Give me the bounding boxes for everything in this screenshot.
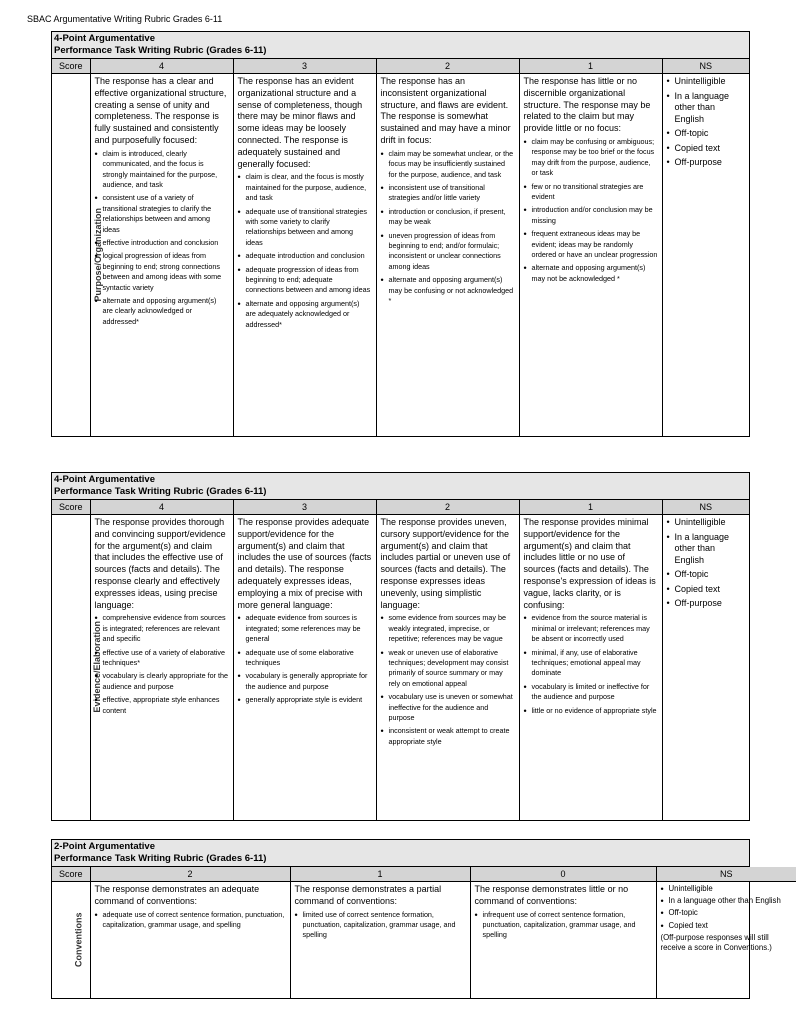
bullet-item: • adequate use of transitional strategies with some variety to clarify relationships between and among ideas: [238, 207, 372, 249]
bullet-item: • adequate use of correct sentence formation, punctuation, capitalization, grammar usage, and spelling: [95, 910, 286, 931]
bullet-item: • claim is introduced, clearly communicated, and the focus is strongly maintained for the purpose, audience, and task: [95, 149, 229, 191]
score-cell: [90, 74, 233, 436]
cell-intro: The response provides uneven, cursory support/evidence for the argument(s) and claim that includes partial or uneven use of sources (facts and details). The response expresses ideas unevenly, using simplistic language:: [380, 517, 511, 610]
bullet-list: [238, 172, 372, 330]
ns-item: • Off-topic: [667, 128, 746, 140]
score-header: Score: [52, 500, 90, 515]
category-label: Conventions: [73, 912, 84, 968]
column-header: 3: [233, 59, 376, 74]
bullet-item: • some evidence from sources may be weakly integrated, imprecise, or repetitive; references may be vague: [381, 613, 515, 644]
bullet-item: • alternate and opposing argument(s) may be confusing or not acknowledged *: [381, 275, 515, 306]
bullet-item: • limited use of correct sentence formation, punctuation, capitalization, grammar usage, and spelling: [295, 910, 466, 941]
bullet-item: • minimal, if any, use of elaborative techniques; emotional appeal may dominate: [524, 648, 658, 679]
bullet-item: • claim may be somewhat unclear, or the focus may be insufficiently sustained for the purpose, audience, and task: [381, 149, 515, 180]
rubric-header: [52, 473, 749, 500]
ns-list: [667, 517, 746, 610]
bullet-list: [381, 149, 515, 307]
ns-note: (Off-purpose responses will still receive a score in Conventions.): [660, 932, 772, 953]
rubric-evidence-elaboration: [51, 472, 750, 821]
category-cell: [52, 882, 90, 998]
bullet-item: • claim is clear, and the focus is mostly maintained for the purpose, audience, and task: [238, 172, 372, 203]
bullet-list: [295, 910, 466, 941]
cell-intro: The response has an evident organizational structure and a sense of completeness, though there may be minor flaws and some ideas may be loosely connected. The response is adequately sustained and generally focused:: [237, 76, 363, 169]
score-cell: [290, 882, 470, 998]
score-header: Score: [52, 59, 90, 74]
score-cell: [90, 882, 290, 998]
ns-item: • In a language other than English: [667, 91, 746, 126]
bullet-item: • weak or uneven use of elaborative techniques; development may consist primarily of source summary or may rely on emotional appeal: [381, 648, 515, 690]
rubric-subtitle: Performance Task Writing Rubric (Grades 6-11): [54, 853, 267, 864]
bullet-list: [524, 137, 658, 284]
category-label: Purpose/Organization: [92, 207, 103, 302]
score-cell: [90, 515, 233, 820]
cell-intro: The response demonstrates little or no command of conventions:: [474, 884, 629, 906]
ns-cell: [656, 882, 796, 998]
rubric-purpose-organization: [51, 31, 750, 437]
rubric-title: 4-Point Argumentative: [54, 474, 155, 485]
score-cell: [519, 74, 662, 436]
score-cell: [233, 74, 376, 436]
score-cell: [470, 882, 656, 998]
ns-item: • Copied text: [667, 143, 746, 155]
column-header: 1: [519, 500, 662, 515]
bullet-item: • frequent extraneous ideas may be evident; ideas may be randomly ordered or have an unclear progression: [524, 229, 658, 260]
bullet-item: • vocabulary use is uneven or somewhat ineffective for the audience and purpose: [381, 692, 515, 723]
column-header: 0: [470, 867, 656, 882]
rubric-title: 2-Point Argumentative: [54, 841, 155, 852]
bullet-item: • adequate use of some elaborative techniques: [238, 648, 372, 669]
header-row: [52, 59, 749, 74]
cell-intro: The response has an inconsistent organizational structure, and flaws are evident. The response is somewhat sustained and may have a minor drift in focus:: [380, 76, 511, 145]
bullet-item: • logical progression of ideas from beginning to end; strong connections between and among ideas with some syntactic variety: [95, 251, 229, 293]
ns-item: • Copied text: [667, 584, 746, 596]
column-header: 2: [376, 59, 519, 74]
cell-intro: The response demonstrates a partial command of conventions:: [294, 884, 442, 906]
rubric-table: [52, 500, 749, 820]
bullet-item: • comprehensive evidence from sources is integrated; references are relevant and specific: [95, 613, 229, 644]
ns-list: [661, 884, 793, 931]
ns-item: • In a language other than English: [667, 532, 746, 567]
bullet-item: • claim may be confusing or ambiguous; response may be too brief or the focus may drift from the purpose, audience, or task: [524, 137, 658, 179]
rubric-conventions: [51, 839, 781, 999]
cell-intro: The response has little or no discernible organizational structure. The response may be related to the claim but may provide little or no focus:: [523, 76, 651, 134]
bullet-item: • inconsistent or weak attempt to create appropriate style: [381, 726, 515, 747]
column-header: NS: [656, 867, 796, 882]
ns-item: • Off-topic: [667, 569, 746, 581]
rubric-table: [52, 867, 796, 998]
score-cell: [376, 74, 519, 436]
category-cell: [52, 515, 102, 820]
bullet-list: [95, 910, 286, 931]
score-cell: [376, 515, 519, 820]
bullet-item: • vocabulary is limited or ineffective for the audience and purpose: [524, 682, 658, 703]
column-header: 1: [519, 59, 662, 74]
cell-intro: The response provides thorough and convincing support/evidence for the argument(s) and claim that includes the effective use of sources (facts and details). The response clearly and effectively expresses ideas, using precise language:: [94, 517, 226, 610]
bullet-item: • introduction or conclusion, if present, may be weak: [381, 207, 515, 228]
rubric-header: [52, 32, 749, 59]
criteria-row: [52, 515, 749, 820]
bullet-item: • effective, appropriate style enhances content: [95, 695, 229, 716]
rubric-table: [52, 59, 749, 436]
bullet-item: • effective introduction and conclusion: [95, 238, 229, 248]
bullet-item: • alternate and opposing argument(s) are adequately acknowledged or addressed*: [238, 299, 372, 330]
bullet-item: • introduction and/or conclusion may be missing: [524, 205, 658, 226]
document-title: SBAC Argumentative Writing Rubric Grades 6-11: [27, 14, 223, 24]
cell-intro: The response demonstrates an adequate command of conventions:: [94, 884, 260, 906]
bullet-item: • infrequent use of correct sentence formation, punctuation, capitalization, grammar usage, and spelling: [475, 910, 652, 941]
bullet-list: [475, 910, 652, 941]
ns-cell: [662, 74, 749, 436]
bullet-item: • alternate and opposing argument(s) are clearly acknowledged or addressed*: [95, 296, 229, 327]
column-header: 4: [90, 500, 233, 515]
bullet-item: • vocabulary is clearly appropriate for the audience and purpose: [95, 671, 229, 692]
bullet-item: • generally appropriate style is evident: [238, 695, 372, 705]
bullet-item: • effective use of a variety of elaborative techniques*: [95, 648, 229, 669]
cell-intro: The response provides minimal support/evidence for the argument(s) and claim that includes little or no use of sources (facts and details). The response's expression of ideas is vague, lacks clarity, or is confusing:: [523, 517, 656, 610]
bullet-item: • evidence from the source material is minimal or irrelevant; references may be absent or incorrectly used: [524, 613, 658, 644]
bullet-item: • adequate introduction and conclusion: [238, 251, 372, 261]
bullet-item: • uneven progression of ideas from beginning to end; and/or formulaic; inconsistent or unclear connections among ideas: [381, 231, 515, 273]
cell-intro: The response has a clear and effective organizational structure, creating a sense of unity and completeness. The response is fully sustained and consistently and purposefully focused:: [94, 76, 227, 145]
ns-item: • In a language other than English: [661, 896, 793, 906]
column-header: 3: [233, 500, 376, 515]
bullet-list: [524, 613, 658, 716]
bullet-item: • consistent use of a variety of transitional strategies to clarify the relationships between and among ideas: [95, 193, 229, 235]
column-header: NS: [662, 59, 749, 74]
bullet-item: • adequate evidence from sources is integrated; some references may be general: [238, 613, 372, 644]
column-header: 2: [90, 867, 290, 882]
ns-item: • Unintelligible: [667, 76, 746, 88]
score-cell: [233, 515, 376, 820]
rubric-subtitle: Performance Task Writing Rubric (Grades 6-11): [54, 486, 267, 497]
ns-item: • Copied text: [661, 921, 793, 931]
category-label: Evidence/Elaboration: [91, 621, 102, 714]
column-header: 1: [290, 867, 470, 882]
column-header: 4: [90, 59, 233, 74]
header-row: [52, 500, 749, 515]
bullet-list: [238, 613, 372, 705]
ns-item: • Off-purpose: [667, 157, 746, 169]
ns-item: • Off-topic: [661, 908, 793, 918]
ns-item: • Unintelligible: [667, 517, 746, 529]
bullet-list: [92, 148, 229, 328]
criteria-row: [52, 74, 749, 436]
rubric-title: 4-Point Argumentative: [54, 33, 155, 44]
criteria-row: [52, 882, 796, 998]
ns-cell: [662, 515, 749, 820]
bullet-item: • inconsistent use of transitional strategies and/or little variety: [381, 183, 515, 204]
bullet-item: • little or no evidence of appropriate style: [524, 706, 658, 716]
bullet-list: [381, 613, 515, 747]
bullet-list: [95, 613, 229, 716]
score-cell: [519, 515, 662, 820]
column-header: NS: [662, 500, 749, 515]
ns-list: [667, 76, 746, 169]
cell-intro: The response provides adequate support/evidence for the argument(s) and claim that includes the use of sources (facts and details). The response adequately expresses ideas, employing a mix of precise with more general language:: [237, 517, 372, 610]
category-cell: [52, 74, 103, 436]
header-row: [52, 867, 796, 882]
ns-item: • Off-purpose: [667, 598, 746, 610]
score-header: Score: [52, 867, 90, 882]
bullet-item: • few or no transitional strategies are evident: [524, 182, 658, 203]
rubric-header: [52, 840, 749, 867]
column-header: 2: [376, 500, 519, 515]
ns-item: • Unintelligible: [661, 884, 793, 894]
rubric-subtitle: Performance Task Writing Rubric (Grades 6-11): [54, 45, 267, 56]
bullet-item: • vocabulary is generally appropriate for the audience and purpose: [238, 671, 372, 692]
bullet-item: • alternate and opposing argument(s) may not be acknowledged *: [524, 263, 658, 284]
bullet-item: • adequate progression of ideas from beginning to end; adequate connections between and among ideas: [238, 265, 372, 296]
